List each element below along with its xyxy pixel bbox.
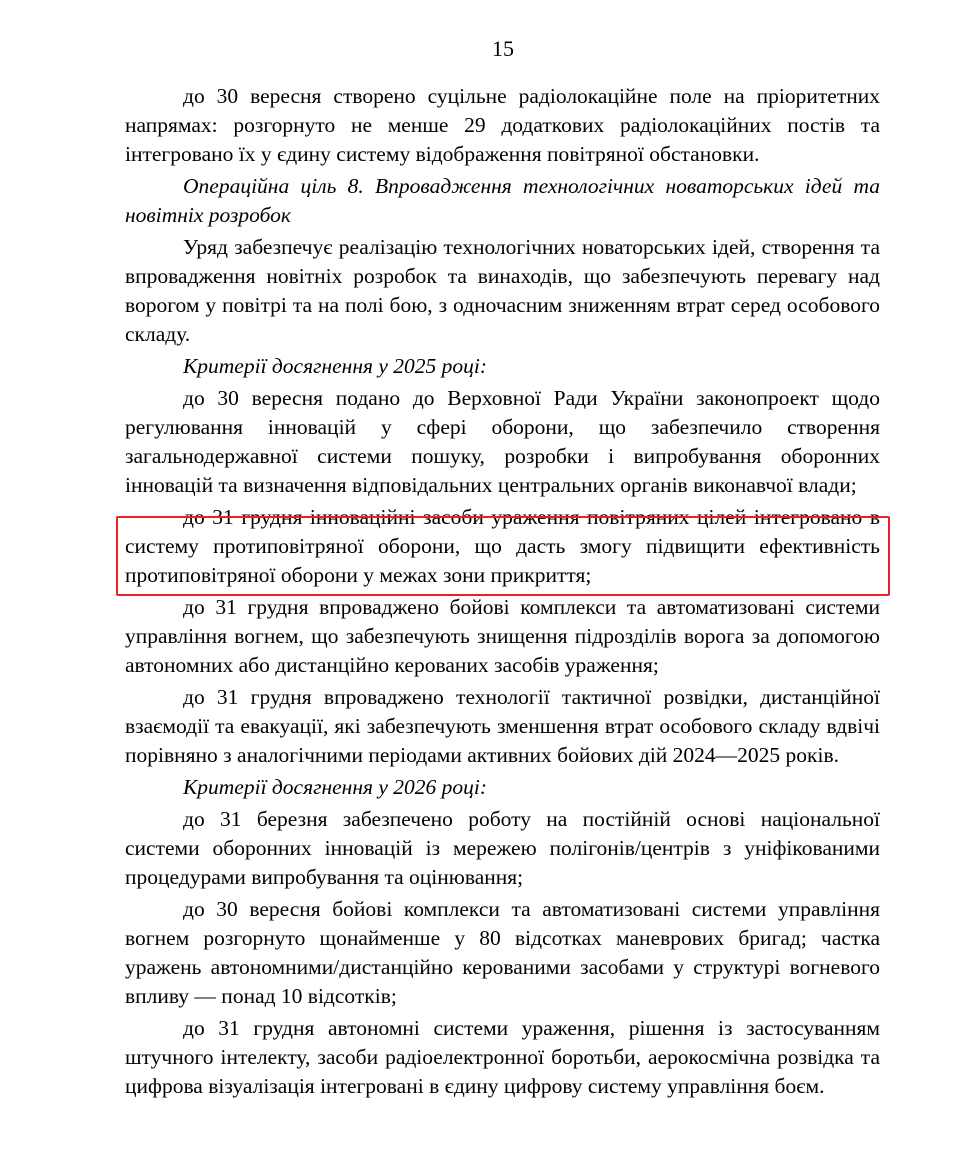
document-body <box>125 82 880 1101</box>
page-number: 15 <box>492 36 514 61</box>
paragraph-innovation-system: до 31 березня забезпечено роботу на постійній основі національної системи оборонних інновацій із мережею полігонів/центрів з уніфікованими процедурами випробування та оцінювання; <box>125 807 880 889</box>
criteria-2026-heading: Критерії досягнення у 2026 році: <box>183 775 488 799</box>
paragraph-government-ensures: Уряд забезпечує реалізацію технологічних новаторських ідей, створення та впровадження новітніх розробок та винаходів, що забезпечують перевагу над ворогом у повітрі та на полі бою, з одночасним зниженням втрат серед особового складу. <box>125 235 880 346</box>
paragraph-combat-complexes: до 31 грудня впроваджено бойові комплекси та автоматизовані системи управління вогнем, що забезпечують знищення підрозділів ворога за допомогою автономних або дистанційно керованих засобів ураження; <box>125 595 880 677</box>
paragraph-maneuver-brigades: до 30 вересня бойові комплекси та автоматизовані системи управління вогнем розгорнуто щонайменше у 80 відсотках маневрових бригад; частка уражень автономними/дистанційно керованими засобами у структурі вогневого впливу — понад 10 відсотків; <box>125 897 880 1008</box>
paragraph-draft-law: до 30 вересня подано до Верховної Ради України законопроект щодо регулювання інновацій у сфері оборони, що забезпечило створення загальнодержавної системи пошуку, розробки і випробування оборонних інновацій та визначення відповідальних центральних органів виконавчої влади; <box>125 386 880 497</box>
paragraph-digital-battle-system: до 31 грудня автономні системи ураження, рішення із застосуванням штучного інтелекту, засоби радіоелектронної боротьби, аерокосмічна розвідка та цифрова візуалізація інтегровані в єдину цифрову систему управління боєм. <box>125 1016 880 1098</box>
operational-goal-heading: Операційна ціль 8. Впровадження технологічних новаторських ідей та новітніх розробок <box>125 174 880 227</box>
paragraph-air-defense-integration: до 31 грудня інноваційні засоби ураження повітряних цілей інтегровано в систему протиповітряної оборони, що дасть змогу підвищити ефективність протиповітряної оборони у межах зони прикриття; <box>125 505 880 587</box>
criteria-2025-heading: Критерії досягнення у 2025 році: <box>183 354 488 378</box>
paragraph-tactical-recon: до 31 грудня впроваджено технології тактичної розвідки, дистанційної взаємодії та евакуації, які забезпечують зменшення втрат особового складу вдвічі порівняно з аналогічними періодами активних бойових дій 2024—2025 років. <box>125 685 880 767</box>
paragraph-radar-field: до 30 вересня створено суцільне радіолокаційне поле на пріоритетних напрямах: розгорнуто не менше 29 додаткових радіолокаційних постів та інтегровано їх у єдину систему відображення повітряної обстановки. <box>125 84 880 166</box>
